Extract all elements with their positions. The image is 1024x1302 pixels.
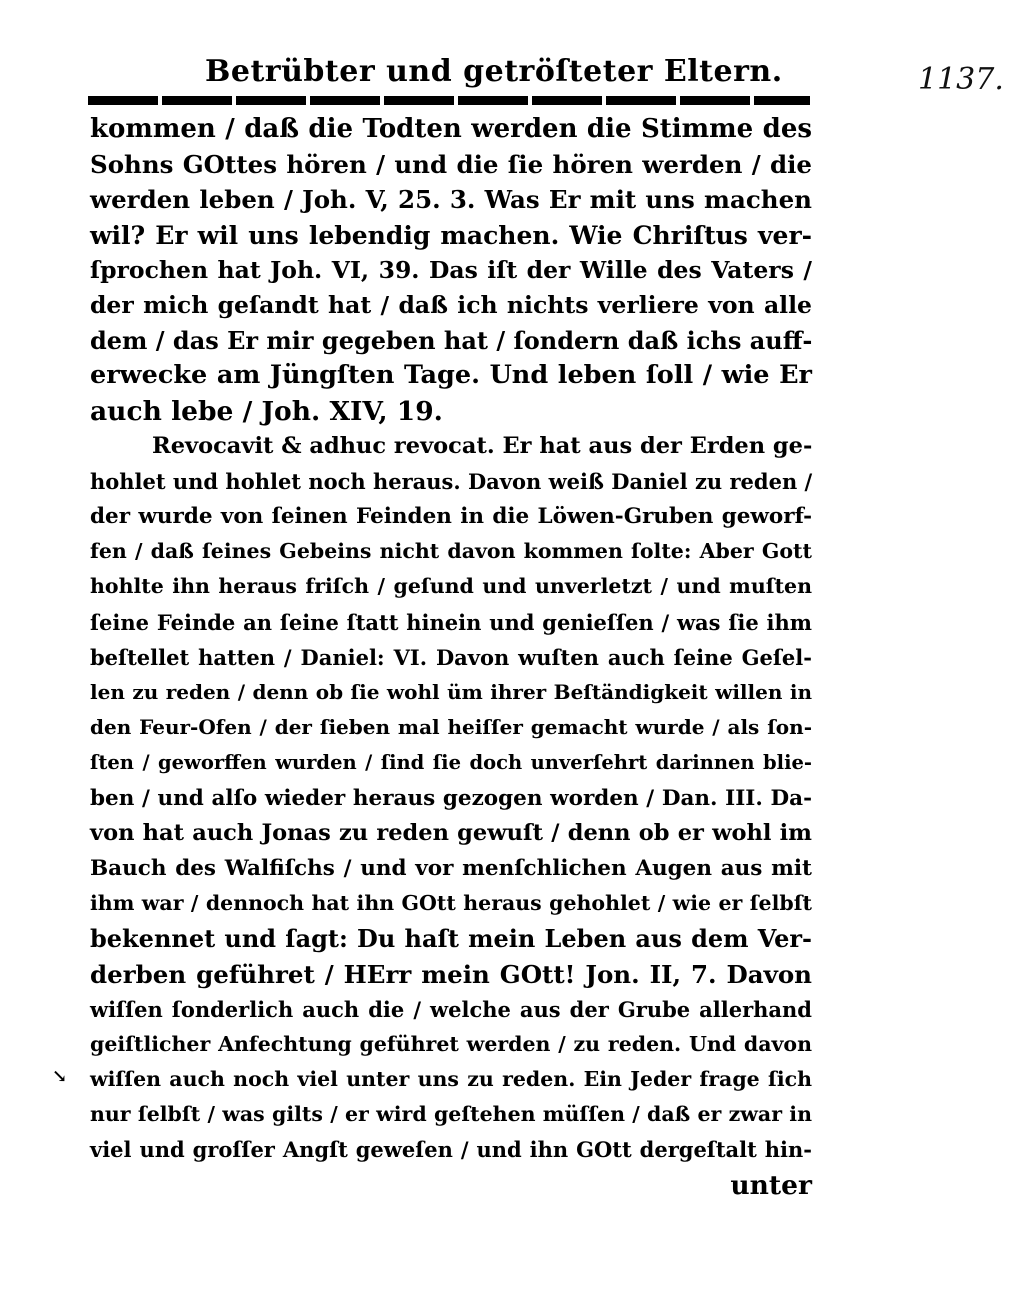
text-line: Revocavit & adhuc revocat. Er hat aus der Erden ge- xyxy=(152,432,813,459)
text-line: geiſtlicher Anfechtung geführet werden / zu reden. Und davon xyxy=(90,1031,812,1056)
text-line: auch lebe / Joh. XIV, 19. xyxy=(90,395,443,427)
text-line: bekennet und ſagt: Du haſt mein Leben aus dem Ver- xyxy=(90,924,812,954)
body-text xyxy=(90,112,812,1203)
text-line: ben / und alſo wieder heraus gezogen worden / Dan. III. Da- xyxy=(90,785,812,811)
text-line: erwecke am Jüngſten Tage. Und leben ſoll / wie Er xyxy=(90,360,812,391)
text-line: wiſſen auch noch viel unter uns zu reden. Ein Jeder frage ſich xyxy=(90,1067,812,1092)
text-line: viel und groſſer Angſt geweſen / und ihn GOtt dergeſtalt hin- xyxy=(90,1137,812,1163)
header-rule xyxy=(88,96,810,105)
text-line: fen / daß ſeines Gebeins nicht davon kommen ſolte: Aber Gott xyxy=(90,539,812,564)
text-line: Sohns GOttes hören / und die ſie hören werden / die xyxy=(90,150,812,180)
text-line: Bauch des Walfiſchs / und vor menſchlichen Augen aus mit xyxy=(90,855,812,881)
text-line: der wurde von ſeinen Feinden in die Löwen-Gruben geworf- xyxy=(90,504,812,530)
text-line: len zu reden / denn ob ſie wohl üm ihrer Beſtändigkeit willen in xyxy=(90,680,812,704)
text-line: ihm war / dennoch hat ihn GOtt heraus gehohlet / wie er ſelbſt xyxy=(90,891,812,916)
text-line: derben geführet / HErr mein GOtt! Jon. II, 7. Davon xyxy=(90,959,812,989)
text-line: hohlte ihn heraus friſch / geſund und unverletzt / und muſten xyxy=(90,574,812,599)
running-title: Betrübter und getröſteter Eltern. xyxy=(205,54,783,89)
show-through-bleed xyxy=(845,680,965,980)
text-line: wiſſen ſonderlich auch die / welche aus der Grube allerhand xyxy=(90,996,812,1022)
text-line: beſtellet hatten / Daniel: VI. Davon wuſten auch ſeine Geſel- xyxy=(90,644,812,670)
text-line: den Feur-Ofen / der ſieben mal heiſſer gemacht wurde / als ſon- xyxy=(90,715,812,740)
catchword: unter xyxy=(730,1169,812,1201)
text-line: wil? Er wil uns lebendig machen. Wie Chriſtus ver- xyxy=(90,220,812,250)
text-line: dem / das Er mir gegeben hat / ſondern daß ichs auff- xyxy=(90,326,813,356)
text-line: ſprochen hat Joh. VI, 39. Das iſt der Wille des Vaters / xyxy=(90,255,812,284)
text-line: werden leben / Joh. V, 25. 3. Was Er mit uns machen xyxy=(90,185,812,215)
text-line: hohlet und hohlet noch heraus. Davon weiß Daniel zu reden / xyxy=(90,468,813,494)
text-line: von hat auch Jonas zu reden gewuſt / denn ob er wohl im xyxy=(90,819,812,846)
text-line: nur ſelbſt / was gilts / er wird geſtehen müſſen / daß er zwar in xyxy=(90,1102,812,1127)
text-line: ſeine Feinde an ſeine ſtatt hinein und genieſſen / was ſie ihm xyxy=(90,609,812,635)
page-number: 1137. xyxy=(918,62,1004,97)
text-line: kommen / daß die Todten werden die Stimme des xyxy=(90,114,812,144)
text-line: ſten / geworffen wurden / ſind ſie doch unverſehrt darinnen blie- xyxy=(90,751,812,775)
margin-mark: ↘ xyxy=(52,1066,68,1087)
text-line: der mich geſandt hat / daß ich nichts verliere von alle xyxy=(90,290,812,319)
